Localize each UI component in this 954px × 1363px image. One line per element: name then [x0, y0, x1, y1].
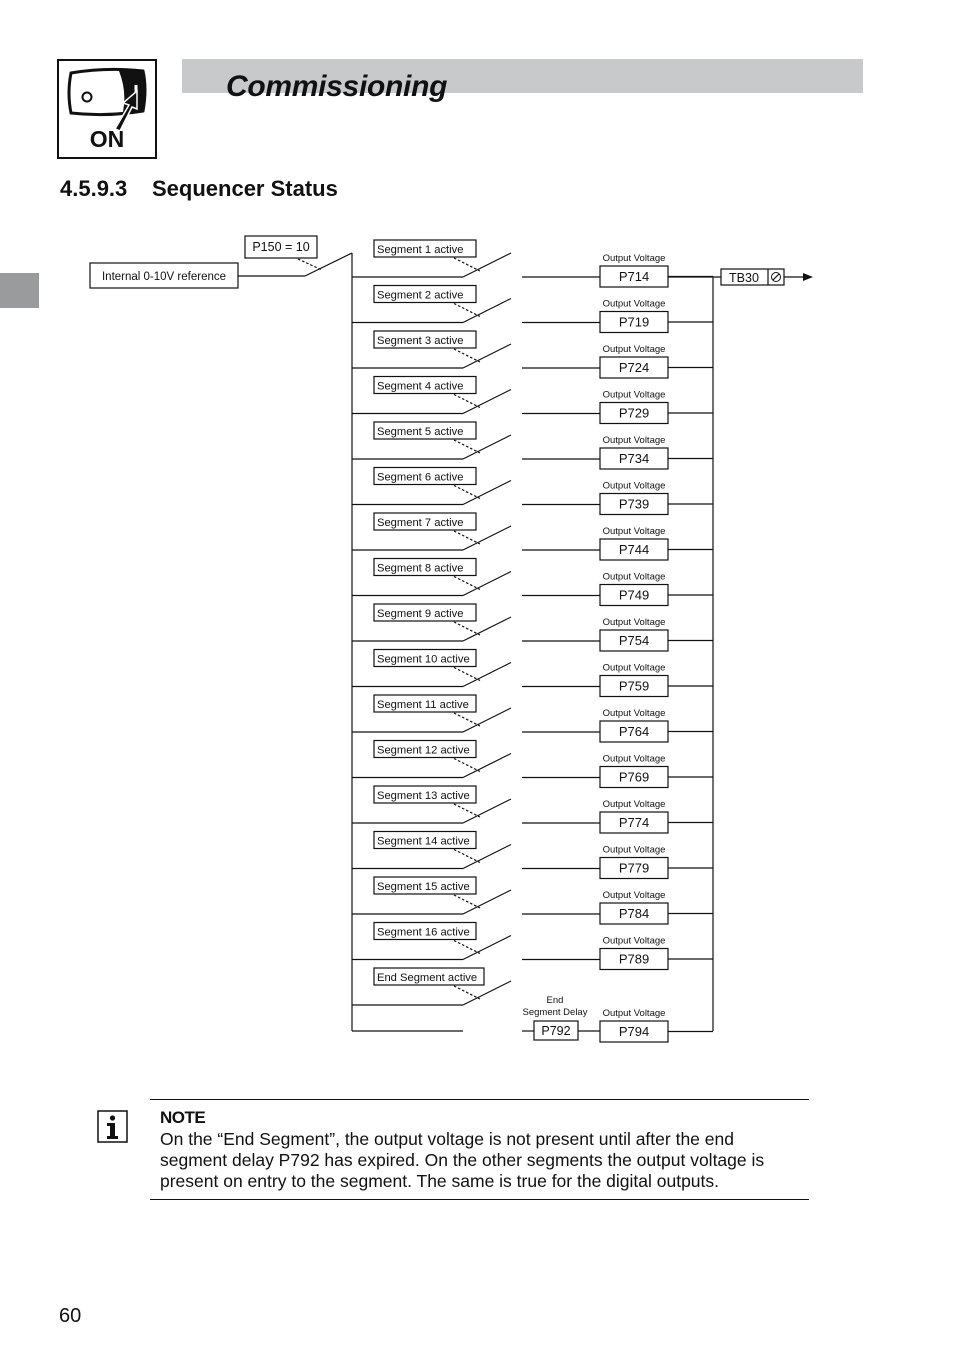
segment-actuator-link-3 [454, 349, 480, 362]
segment-label-1: Segment 1 active [377, 244, 464, 256]
end-delay-label-1: End [546, 995, 564, 1006]
tb30-arrow-head [803, 273, 813, 281]
segment-actuator-link-2 [454, 304, 480, 317]
output-voltage-label-13: Output Voltage [602, 799, 666, 810]
internal-reference-label: Internal 0-10V reference [101, 271, 227, 283]
output-voltage-label-8: Output Voltage [602, 571, 666, 583]
output-voltage-label-3: Output Voltage [602, 344, 666, 355]
segment-label-10: Segment 10 active [377, 653, 470, 666]
segment-actuator-link-4 [454, 395, 480, 408]
segment-actuator-link-1 [454, 258, 480, 271]
note-bottom-rule [150, 1199, 809, 1200]
output-param-14: P779 [618, 860, 650, 876]
segment-actuator-link-14 [454, 850, 480, 863]
segment-label-3: Segment 3 active [377, 335, 464, 347]
output-param-7: P744 [618, 542, 650, 557]
page-title: Commissioning [226, 70, 448, 103]
segment-actuator-link-15 [454, 895, 480, 908]
segment-label-4: Segment 4 active [377, 380, 464, 393]
output-voltage-label-4: Output Voltage [602, 389, 666, 401]
section-number: 4.5.9.3 [60, 176, 128, 201]
output-voltage-label-16: Output Voltage [602, 935, 666, 947]
segment-label-12: Segment 12 active [377, 744, 470, 757]
on-label: ON [89, 126, 125, 152]
segment-label-7: Segment 7 active [377, 517, 464, 529]
output-param-6: P739 [618, 496, 650, 512]
output-voltage-label-2: Output Voltage [602, 298, 666, 310]
output-param-8: P749 [618, 587, 650, 603]
segment-actuator-link-6 [454, 486, 480, 499]
output-param-16: P789 [618, 951, 650, 967]
p150-actuator-link [298, 259, 322, 270]
output-param-3: P724 [618, 360, 650, 375]
segment-actuator-link-16 [454, 941, 480, 954]
segment-actuator-link-10 [454, 668, 480, 681]
output-param-13: P774 [618, 815, 650, 830]
segment-actuator-link-11 [454, 713, 480, 726]
segment-label-16: Segment 16 active [377, 926, 470, 939]
p150-label: P150 = 10 [252, 240, 310, 254]
output-voltage-label-10: Output Voltage [602, 662, 666, 674]
section-title: Sequencer Status [152, 176, 338, 201]
output-voltage-label-14: Output Voltage [602, 844, 666, 856]
output-param-10: P759 [618, 678, 650, 694]
output-param-11: P764 [618, 724, 650, 739]
tb30-label: TB30 [729, 271, 759, 285]
output-param-5: P734 [618, 451, 650, 466]
output-param-1: P714 [618, 269, 650, 284]
segment-label-5: Segment 5 active [377, 426, 464, 438]
segment-label-11: Segment 11 active [377, 699, 469, 711]
output-voltage-label-12: Output Voltage [602, 753, 666, 765]
segment-actuator-link-5 [454, 440, 480, 453]
end-delay-label-2: Segment Delay [522, 1007, 588, 1018]
segment-actuator-link-9 [454, 622, 480, 635]
segment-label-2: Segment 2 active [377, 289, 464, 302]
output-voltage-label-1: Output Voltage [602, 253, 666, 264]
note-top-rule [150, 1099, 809, 1100]
segment-actuator-link-13 [454, 804, 480, 817]
end-delay-param: P792 [541, 1024, 571, 1038]
note-body: On the “End Segment”, the output voltage is not present until after the end segment delay P792 has expired. On the other segments the output voltage is present on entry to the segment. The same is true for the digital outputs. [160, 1129, 765, 1191]
segment-label-14: Segment 14 active [377, 835, 470, 848]
output-voltage-label-11: Output Voltage [602, 708, 666, 719]
output-param-2: P719 [618, 314, 650, 330]
segment-label-15: Segment 15 active [377, 881, 470, 893]
segment-label-17: End Segment active [377, 972, 478, 984]
output-voltage-label-17: Output Voltage [602, 1008, 666, 1019]
output-param-9: P754 [618, 633, 650, 648]
output-voltage-label-6: Output Voltage [602, 480, 666, 492]
segment-label-6: Segment 6 active [377, 471, 464, 484]
output-voltage-label-9: Output Voltage [602, 617, 666, 628]
segment-label-13: Segment 13 active [377, 790, 470, 802]
segment-actuator-link-12 [454, 759, 480, 772]
output-voltage-label-15: Output Voltage [602, 890, 666, 901]
note-heading: NOTE [160, 1108, 206, 1127]
output-param-15: P784 [618, 906, 650, 921]
page-number: 60 [59, 1305, 82, 1327]
segment-label-8: Segment 8 active [377, 562, 464, 575]
output-param-12: P769 [618, 769, 650, 785]
segment-actuator-link-17 [454, 986, 480, 999]
segment-actuator-link-7 [454, 531, 480, 544]
output-param-4: P729 [618, 405, 650, 421]
segment-label-9: Segment 9 active [377, 608, 464, 620]
info-icon [97, 1110, 128, 1143]
output-param-17: P794 [618, 1024, 650, 1039]
output-voltage-label-7: Output Voltage [602, 526, 666, 537]
output-voltage-label-5: Output Voltage [602, 435, 666, 446]
segment-actuator-link-8 [454, 577, 480, 590]
